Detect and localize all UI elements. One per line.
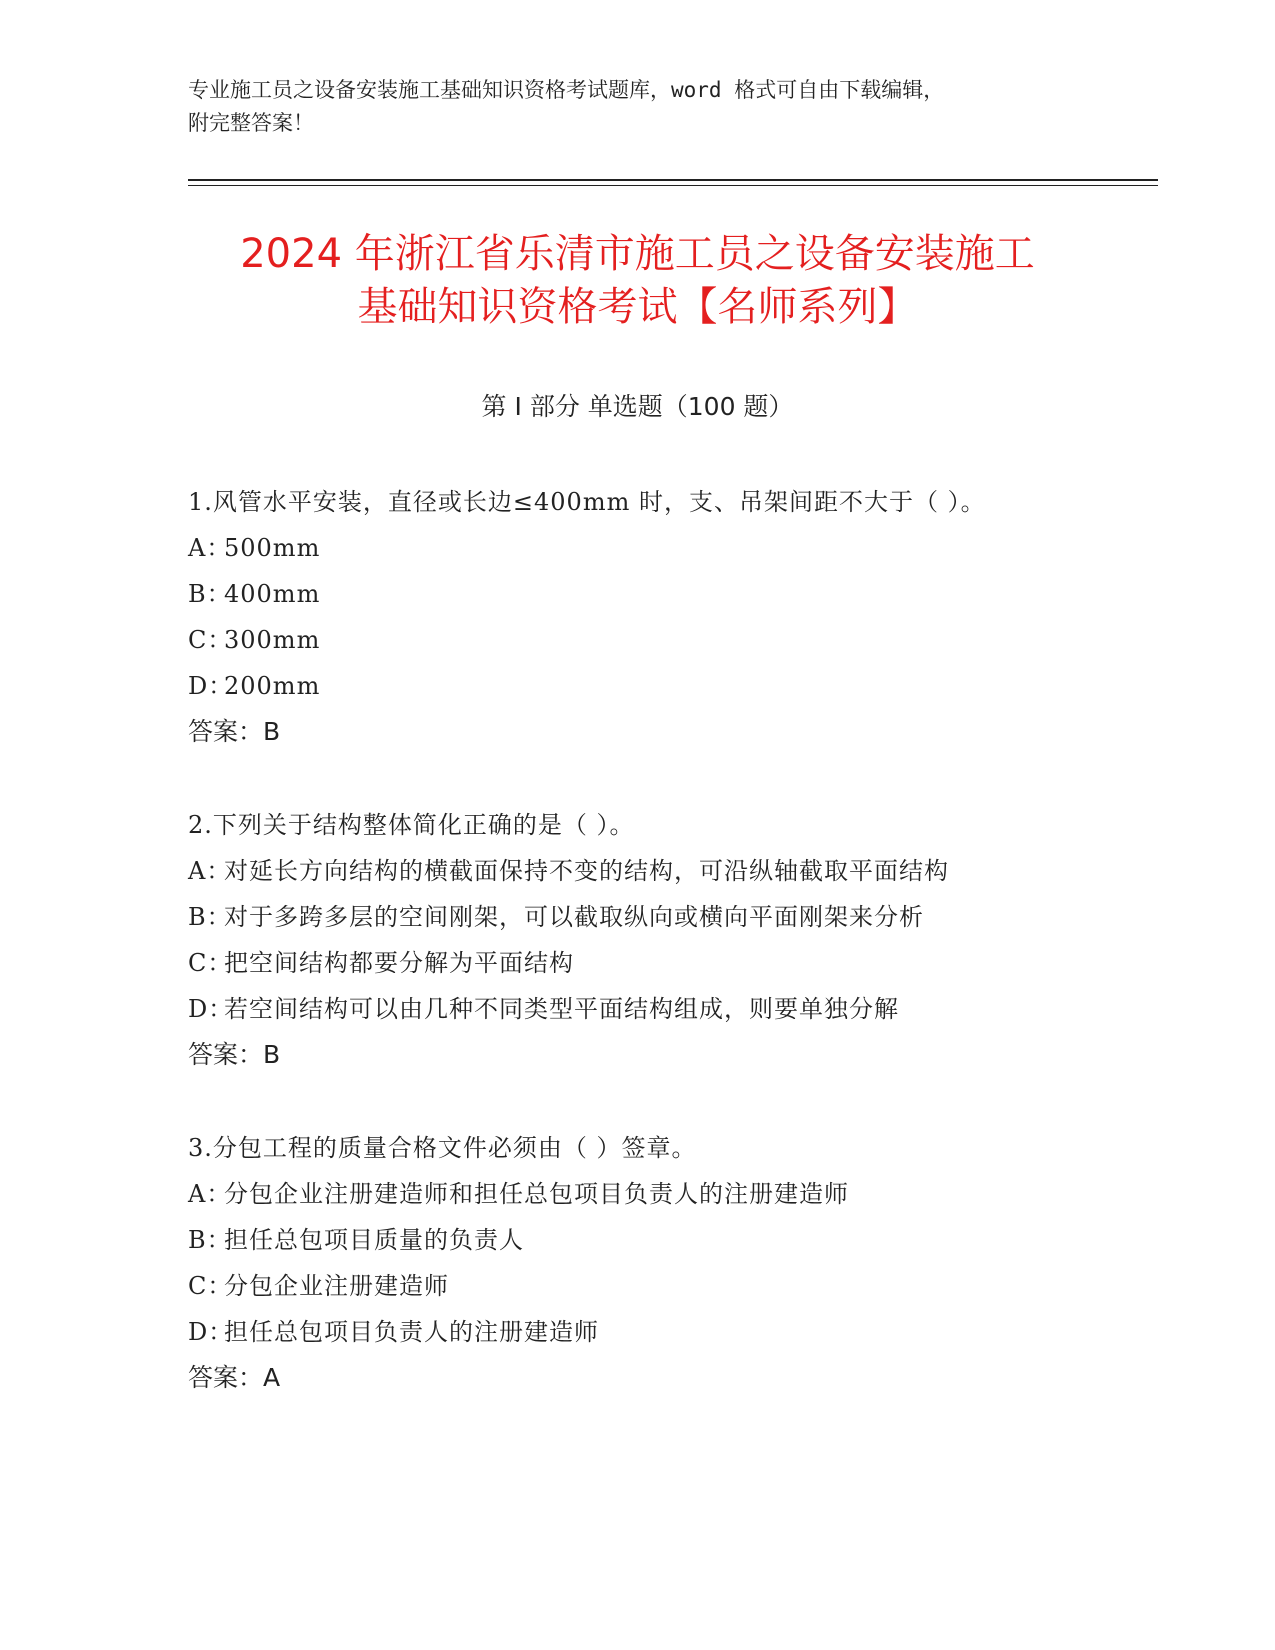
option-text: 担任总包项目负责人的注册建造师 [224, 1318, 599, 1346]
option-text: 分包企业注册建造师和担任总包项目负责人的注册建造师 [224, 1180, 849, 1208]
option-key: A： [188, 1180, 232, 1208]
option-key: D： [188, 995, 234, 1023]
option-d [188, 986, 1078, 1032]
section-heading: 第 I 部分 单选题（100 题） [481, 392, 794, 421]
question-stem: 1.风管水平安装，直径或长边≤400mm 时，支、吊架间距不大于（ ）。 [188, 488, 986, 516]
option-c [188, 1263, 1078, 1309]
header-divider-thin [188, 185, 1158, 186]
option-d [188, 1309, 1078, 1355]
header-divider-thick [188, 179, 1158, 181]
option-text: 若空间结构可以由几种不同类型平面结构组成，则要单独分解 [224, 995, 899, 1023]
option-key: B： [188, 903, 232, 931]
document-title-line-1: 2024 年浙江省乐清市施工员之设备安装施工 [240, 231, 1035, 277]
question-3 [188, 1125, 1078, 1401]
question-2 [188, 802, 1078, 1078]
answer: 答案：A [188, 1363, 281, 1392]
option-text: 分包企业注册建造师 [224, 1272, 449, 1300]
option-text: 500mm [224, 534, 321, 562]
option-b [188, 1217, 1078, 1263]
option-c [188, 940, 1078, 986]
option-key: D： [188, 672, 234, 700]
option-text: 300mm [224, 626, 321, 654]
document-title [150, 228, 1125, 334]
question-stem: 2.下列关于结构整体简化正确的是（ ）。 [188, 811, 635, 839]
option-b [188, 571, 1078, 617]
answer: 答案：B [188, 717, 281, 746]
option-b [188, 894, 1078, 940]
option-d [188, 663, 1078, 709]
option-a [188, 848, 1078, 894]
document-title-line-2: 基础知识资格考试【名师系列】 [357, 284, 918, 330]
option-key: C： [188, 626, 233, 654]
option-text: 400mm [224, 580, 321, 608]
option-key: B： [188, 580, 232, 608]
question-1 [188, 479, 1078, 755]
option-c [188, 617, 1078, 663]
question-list [188, 479, 1078, 1448]
option-key: A： [188, 857, 232, 885]
answer: 答案：B [188, 1040, 281, 1069]
option-text: 担任总包项目质量的负责人 [224, 1226, 524, 1254]
question-stem: 3.分包工程的质量合格文件必须由（ ）签章。 [188, 1134, 697, 1162]
option-text: 对延长方向结构的横截面保持不变的结构，可沿纵轴截取平面结构 [224, 857, 949, 885]
option-text: 把空间结构都要分解为平面结构 [224, 949, 574, 977]
option-a [188, 525, 1078, 571]
option-text: 对于多跨多层的空间刚架，可以截取纵向或横向平面刚架来分析 [224, 903, 924, 931]
option-key: C： [188, 949, 233, 977]
option-text: 200mm [224, 672, 321, 700]
option-key: D： [188, 1318, 234, 1346]
option-a [188, 1171, 1078, 1217]
option-key: A： [188, 534, 232, 562]
option-key: C： [188, 1272, 233, 1300]
header-note [188, 74, 1088, 140]
header-note-line-2: 附完整答案！ [188, 111, 314, 135]
header-note-line-1: 专业施工员之设备安装施工基础知识资格考试题库，word 格式可自由下载编辑， [188, 78, 945, 102]
option-key: B： [188, 1226, 232, 1254]
